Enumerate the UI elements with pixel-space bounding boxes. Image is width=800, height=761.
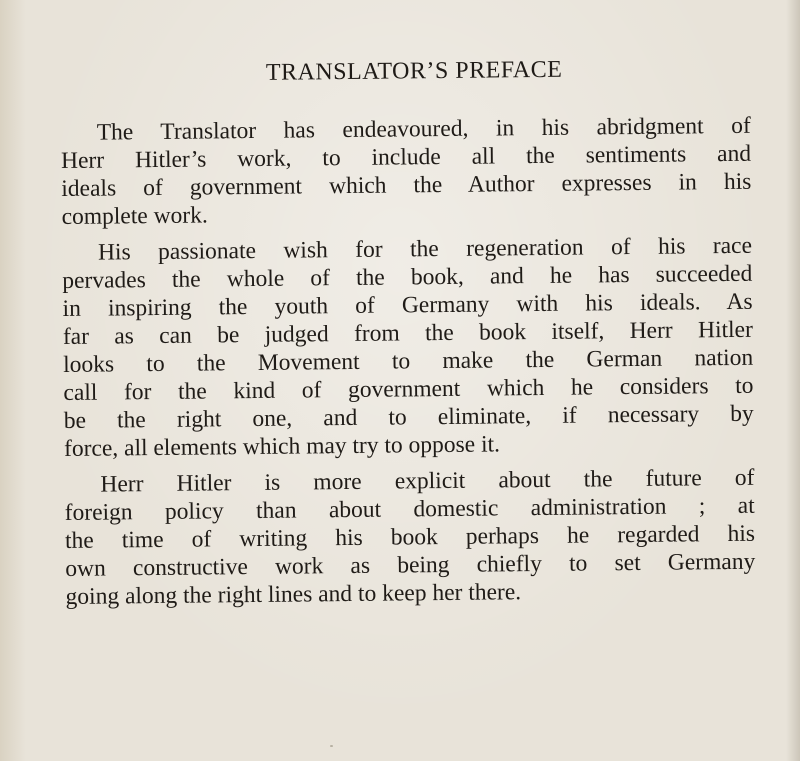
text-line: Herr Hitler is more explicit about the future of bbox=[100, 464, 755, 498]
text-line: force, all elements which may try to oppose it. bbox=[63, 431, 501, 462]
paper-speck bbox=[330, 745, 333, 747]
text-line: the time of writing his book perhaps he regarded his bbox=[64, 520, 756, 554]
text-line: The Translator has endeavoured, in his abridgment of bbox=[96, 112, 751, 146]
page-content bbox=[60, 55, 756, 619]
paragraph-2 bbox=[62, 232, 754, 463]
text-line: foreign policy than about domestic administration ; at bbox=[64, 492, 755, 526]
text-line: going along the right lines and to keep her there. bbox=[65, 579, 522, 610]
text-line: in inspiring the youth of Germany with his ideals. As bbox=[62, 288, 753, 322]
page-title: TRANSLATOR’S PREFACE bbox=[265, 56, 563, 86]
paragraph-3 bbox=[64, 464, 755, 611]
text-line: own constructive work as being chiefly to set Germany bbox=[65, 548, 756, 582]
text-line: Herr Hitler’s work, to include all the sentiments and bbox=[60, 140, 752, 174]
text-line: far as can be judged from the book itself, Herr Hitler bbox=[62, 316, 753, 350]
paragraph-1 bbox=[61, 112, 752, 231]
text-line: complete work. bbox=[61, 202, 208, 230]
text-line: call for the kind of government which he considers to bbox=[63, 372, 754, 406]
text-line: ideals of government which the Author expresses in his bbox=[61, 168, 752, 202]
text-line: His passionate wish for the regeneration of his race bbox=[97, 232, 753, 266]
text-line: looks to the Movement to make the German nation bbox=[63, 344, 754, 378]
text-line: be the right one, and to eliminate, if necessary by bbox=[63, 400, 754, 434]
text-line: pervades the whole of the book, and he has succeeded bbox=[62, 260, 753, 294]
